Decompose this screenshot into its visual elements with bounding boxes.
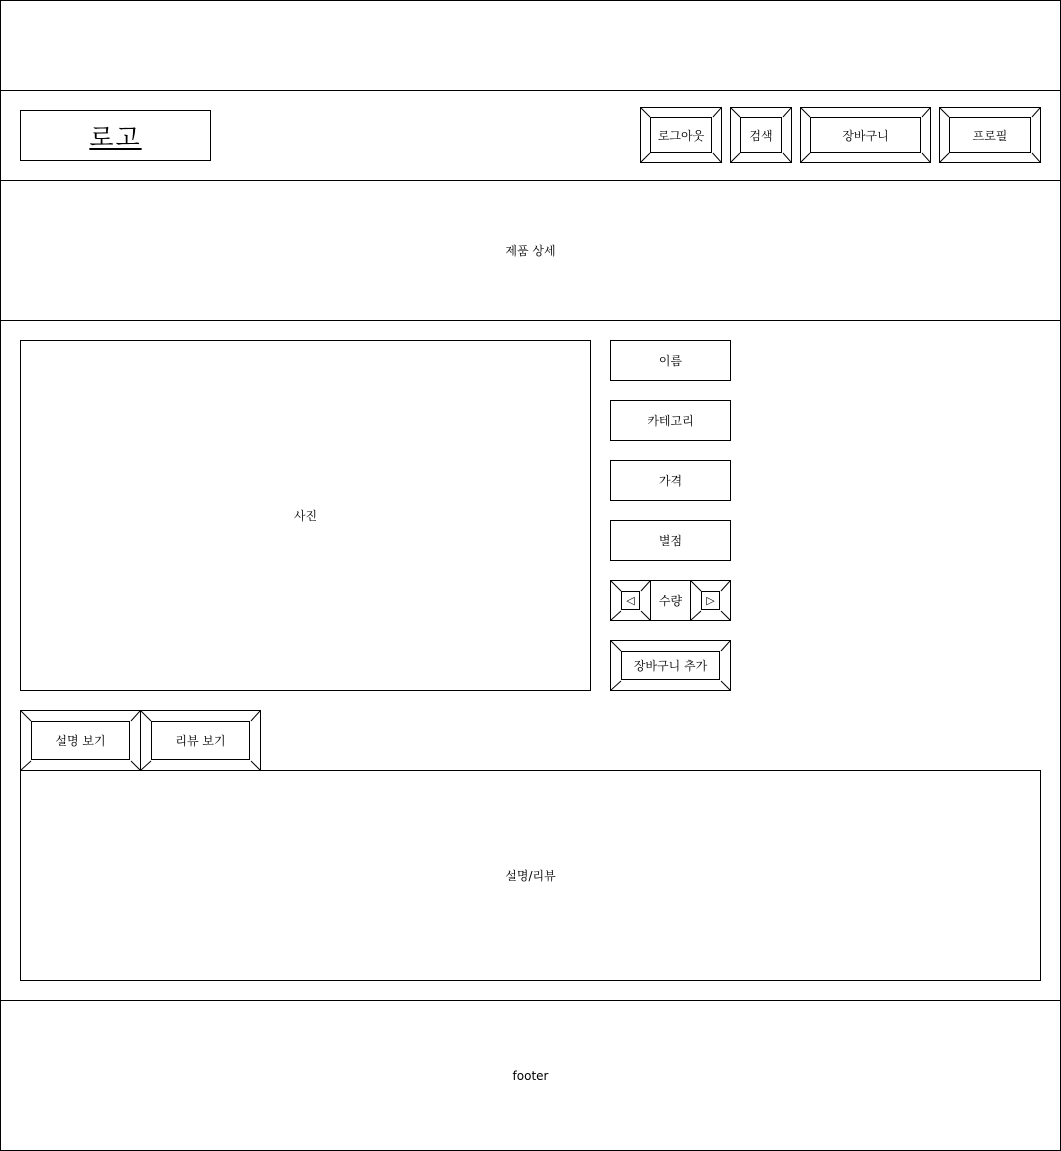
tab-reviews-label: 리뷰 보기 bbox=[175, 734, 226, 748]
product-name-label: 이름 bbox=[658, 354, 683, 368]
tab-content-panel bbox=[20, 770, 1041, 981]
tab-description-label: 설명 보기 bbox=[55, 734, 106, 748]
quantity-increase-button[interactable] bbox=[690, 580, 731, 621]
top-band bbox=[0, 0, 1061, 91]
product-price-label: 가격 bbox=[658, 474, 683, 488]
page-title-text: 제품 상세 bbox=[505, 244, 556, 258]
profile-label: 프로필 bbox=[972, 128, 1008, 143]
page-title bbox=[0, 180, 1061, 321]
product-category-label: 카테고리 bbox=[647, 414, 694, 428]
add-to-cart-button[interactable] bbox=[610, 640, 731, 691]
quantity-label: 수량 bbox=[658, 594, 683, 608]
product-rating-label: 별점 bbox=[658, 534, 683, 548]
add-to-cart-label: 장바구니 추가 bbox=[633, 659, 708, 673]
product-name bbox=[610, 340, 731, 381]
logout-label: 로그아웃 bbox=[657, 128, 705, 143]
cart-button[interactable] bbox=[800, 107, 931, 163]
triangle-right-icon: ▷ bbox=[706, 594, 715, 607]
tab-reviews[interactable] bbox=[140, 710, 261, 771]
footer-text: footer bbox=[512, 1068, 549, 1083]
cart-label: 장바구니 bbox=[842, 128, 889, 143]
product-photo-label: 사진 bbox=[293, 509, 318, 523]
product-category bbox=[610, 400, 731, 441]
product-rating bbox=[610, 520, 731, 561]
triangle-left-icon: ◁ bbox=[626, 594, 635, 607]
logo-text: 로고 bbox=[89, 122, 142, 152]
logout-button[interactable] bbox=[640, 107, 722, 163]
tab-description[interactable] bbox=[20, 710, 141, 771]
product-photo bbox=[20, 340, 591, 691]
quantity-decrease-button[interactable] bbox=[610, 580, 651, 621]
logo[interactable] bbox=[20, 110, 211, 161]
product-price bbox=[610, 460, 731, 501]
tab-content-text: 설명/리뷰 bbox=[505, 869, 556, 883]
search-label: 검색 bbox=[749, 128, 773, 143]
profile-button[interactable] bbox=[939, 107, 1041, 163]
footer bbox=[0, 1000, 1061, 1151]
search-button[interactable] bbox=[730, 107, 792, 163]
